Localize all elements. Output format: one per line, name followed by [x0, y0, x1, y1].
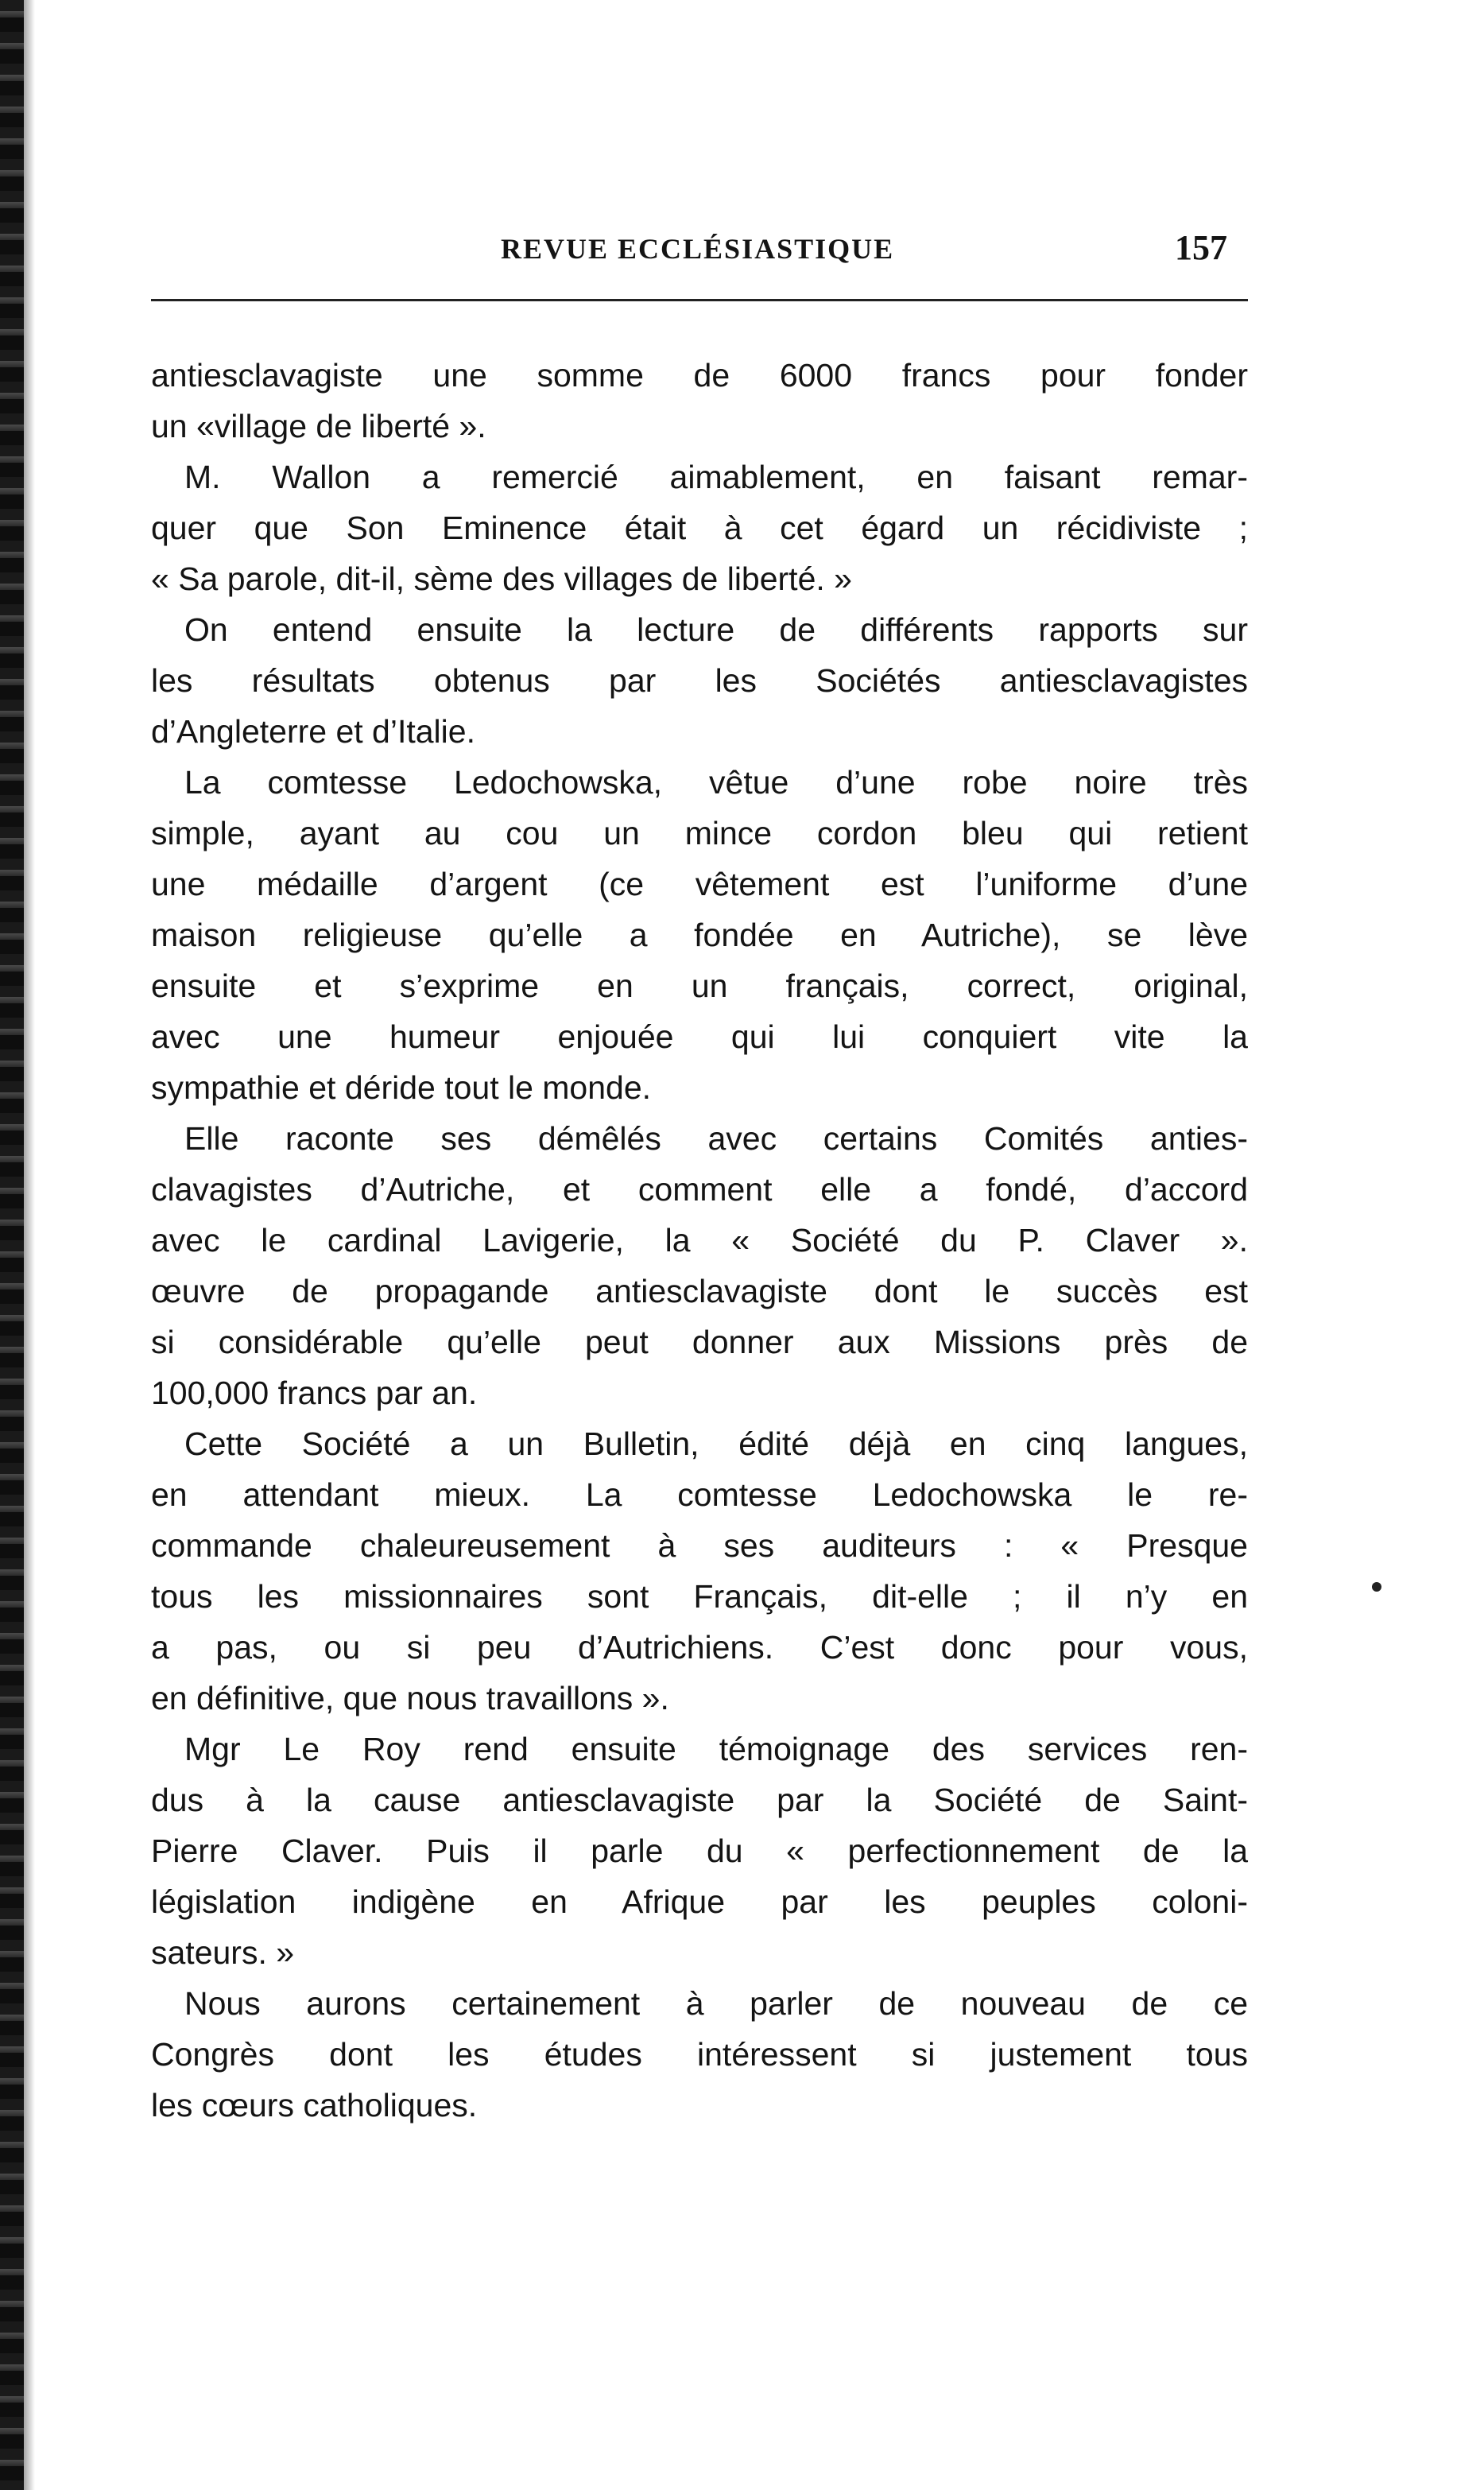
text-line: Pierre Claver. Puis il parle du « perfectionnement de la: [151, 1833, 1248, 1869]
text-line: clavagistes d’Autriche, et comment elle a fondé, d’accord: [151, 1171, 1248, 1208]
text-line: On entend ensuite la lecture de différents rapports sur: [184, 611, 1248, 648]
text-line: La comtesse Ledochowska, vêtue d’une robe noire très: [184, 764, 1248, 801]
text-line: a pas, ou si peu d’Autrichiens. C’est donc pour vous,: [151, 1629, 1248, 1666]
text-line: commande chaleureusement à ses auditeurs : « Presque: [151, 1527, 1248, 1564]
text-line: quer que Son Eminence était à cet égard un récidiviste ;: [151, 510, 1248, 546]
text-line: législation indigène en Afrique par les peuples colonі-: [151, 1883, 1248, 1920]
text-line: tous les missionnaires sont Français, dit-elle ; il n’y en: [151, 1578, 1248, 1615]
text-line: un «village de liberté ».: [151, 408, 486, 444]
text-line: ensuite et s’exprime en un français, correct, original,: [151, 968, 1248, 1004]
text-line: sateurs. »: [151, 1934, 295, 1971]
body-text: [151, 350, 1248, 2131]
text-line: 100,000 francs par an.: [151, 1375, 478, 1411]
text-line: avec le cardinal Lavigerie, la « Société du P. Claver ».: [151, 1222, 1248, 1259]
text-line: Mgr Le Roy rend ensuite témoignage des services ren-: [184, 1731, 1248, 1767]
ink-speck: [1372, 1582, 1381, 1592]
text-line: sympathie et déride tout le monde.: [151, 1069, 652, 1106]
text-line: les cœurs catholiques.: [151, 2087, 478, 2123]
header-rule: [151, 299, 1248, 301]
text-line: M. Wallon a remercié aimablement, en faisant remar-: [184, 459, 1248, 495]
text-line: une médaille d’argent (ce vêtement est l’uniforme d’une: [151, 866, 1248, 902]
text-line: œuvre de propagande antiesclavagiste dont le succès est: [151, 1273, 1248, 1309]
text-line: maison religieuse qu’elle a fondée en Autriche), se lève: [151, 917, 1248, 953]
text-line: Elle raconte ses démêlés avec certains Comités anties-: [184, 1120, 1248, 1157]
text-line: antiesclavagiste une somme de 6000 francs pour fonder: [151, 357, 1248, 394]
scanned-binding-edge: [0, 0, 24, 2490]
text-line: d’Angleterre et d’Italie.: [151, 713, 475, 750]
text-line: Congrès dont les études intéressent si justement tous: [151, 2036, 1248, 2073]
page-number: 157: [1175, 228, 1227, 267]
text-line: en définitive, que nous travaillons ».: [151, 1680, 669, 1716]
text-line: simple, ayant au cou un mince cordon bleu qui retient: [151, 815, 1248, 851]
text-line: en attendant mieux. La comtesse Ledochowska le re-: [151, 1476, 1248, 1513]
text-line: Cette Société a un Bulletin, édité déjà en cinq langues,: [184, 1425, 1248, 1462]
running-header: REVUE ECCLÉSIASTIQUE: [501, 233, 895, 265]
text-line: si considérable qu’elle peut donner aux Missions près de: [151, 1324, 1248, 1360]
text-line: Nous aurons certainement à parler de nouveau de ce: [184, 1985, 1248, 2022]
text-line: les résultats obtenus par les Sociétés antiesclavagistes: [151, 662, 1248, 699]
text-line: dus à la cause antiesclavagiste par la Société de Saint-: [151, 1782, 1248, 1818]
text-line: avec une humeur enjouée qui lui conquiert vite la: [151, 1018, 1248, 1055]
text-line: « Sa parole, dit-il, sème des villages de liberté. »: [151, 560, 852, 597]
